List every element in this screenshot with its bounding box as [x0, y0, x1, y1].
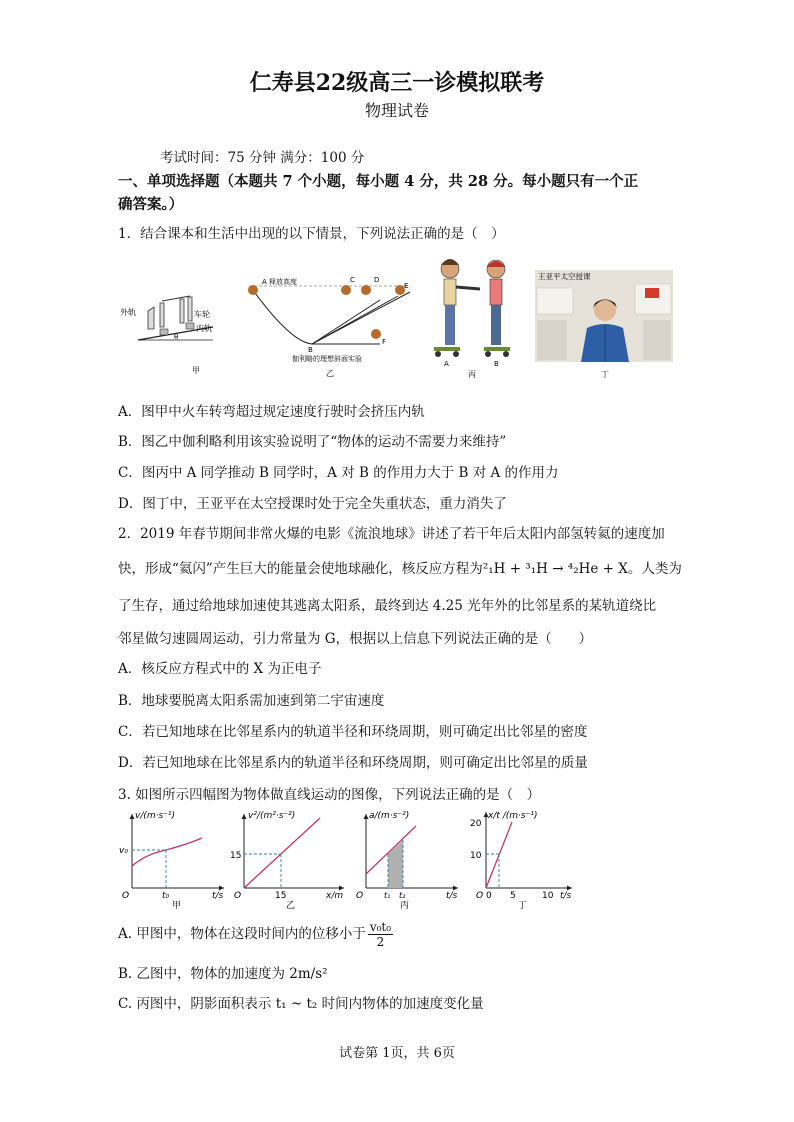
q3-option-a-text: A. 甲图中，物体在这段时间内的位移小于: [118, 926, 366, 942]
q1-option-d: D．图丁中，王亚平在太空授课时处于完全失重状态，重力消失了: [118, 496, 507, 512]
graph-bing-origin: O: [356, 891, 364, 901]
exam-info: 考试时间：75 分钟 满分：100 分: [160, 150, 365, 166]
ding-photo-label: 王亚平太空授课: [538, 272, 591, 281]
q1-figure-jia: [118, 285, 218, 375]
q1-option-a: A．图甲中火车转弯超过规定速度行驶时会挤压内轨: [118, 404, 425, 420]
point-e-label: E: [404, 282, 409, 290]
graph-ding-origin: O: [476, 891, 484, 901]
q1-figure-bing: [428, 255, 523, 380]
page-footer: 试卷第 1页，共 6页: [339, 1046, 455, 1061]
graph-jia-v0: v₀: [119, 846, 128, 856]
graph-jia-t0: t₀: [162, 891, 170, 901]
graph-bing-xlabel: t/s: [446, 891, 458, 901]
graph-yi-origin: O: [234, 891, 242, 901]
q3-stem: 3. 如图所示四幅图为物体做直线运动的图像，下列说法正确的是（ ）: [118, 787, 541, 803]
graph-yi-ylabel: v²/(m²·s⁻²): [248, 811, 296, 821]
q3-option-b: B. 乙图中，物体的加速度为 2m/s²: [118, 966, 328, 982]
graph-jia-origin: O: [122, 891, 130, 901]
q2-line4: 邻星做匀速圆周运动，引力常量为 G，根据以上信息下列说法正确的是（ ）: [118, 631, 593, 647]
graph-ding-ylabel: x/t /(m·s⁻¹): [488, 811, 538, 821]
section-heading-line2: 确答案。）: [118, 196, 184, 213]
q3-graph-ding: [466, 806, 578, 911]
graph-yi-caption: 乙: [286, 901, 296, 911]
graph-ding-caption: 丁: [518, 901, 528, 911]
point-b-label: B: [308, 346, 313, 354]
theta-label: θ: [174, 333, 179, 341]
q2-option-a: A．核反应方程式中的 X 为正电子: [118, 661, 322, 677]
graph-ding-y20: 20: [470, 819, 482, 829]
q1-option-c: C．图丙中 A 同学推动 B 同学时，A 对 B 的作用力大于 B 对 A 的作用力: [118, 465, 559, 481]
point-f-label: F: [382, 338, 387, 346]
q2-line2: [118, 557, 682, 577]
q2-line2-text: 快，形成“氦闪”产生巨大的能量会使地球融化，核反应方程为: [118, 561, 483, 577]
q2-line3: 了生存，通过给地球加速使其逃离太阳系，最终到达 4.25 光年外的比邻星系的某轨道绕比: [118, 598, 657, 614]
graph-ding-y10: 10: [470, 851, 482, 861]
q1-option-b: B．图乙中伽利略利用该实验说明了“物体的运动不需要力来维持”: [118, 434, 507, 450]
graph-bing-t1: t₁: [384, 891, 391, 900]
graph-ding-x10: 10: [542, 891, 554, 901]
wheel-label: 车轮: [194, 310, 210, 319]
fig-jia-caption: 甲: [192, 366, 200, 375]
q2-option-d: D．若已知地球在比邻星系内的轨道半径和环绕周期，则可确定出比邻星的质量: [118, 755, 588, 771]
graph-yi-ytick: 15: [230, 851, 242, 861]
graph-jia-ylabel: v/(m·s⁻¹): [135, 811, 176, 821]
fig-bing-caption: 丙: [468, 370, 476, 379]
graph-ding-x0: 0: [486, 891, 492, 901]
graph-yi-xtick: 15: [275, 891, 287, 901]
fraction-numerator: v₀t₀: [369, 920, 392, 934]
q2-line2-tail: 。人类为: [627, 561, 682, 577]
graph-bing-t2: t₂: [399, 891, 406, 900]
galileo-note: 伽利略的理想斜面实验: [292, 355, 362, 363]
graph-ding-x5: 5: [510, 891, 516, 901]
exam-title: 仁寿县22级高三一诊模拟联考: [249, 70, 545, 96]
q3-graph-yi: [230, 806, 350, 911]
q3-option-c: C. 丙图中，阴影面积表示 t₁ ~ t₂ 时间内物体的加速度变化量: [118, 996, 484, 1012]
graph-bing-ylabel: a/(m·s⁻²): [369, 811, 410, 821]
q2-option-c: C．若已知地球在比邻星系内的轨道半径和环绕周期，则可确定出比邻星的密度: [118, 724, 588, 740]
q3-option-a-fraction: [368, 920, 393, 949]
graph-jia-xlabel: t/s: [212, 891, 224, 901]
exam-subtitle: 物理试卷: [364, 101, 429, 120]
student-a-label: A: [444, 360, 449, 368]
fraction-denominator: 2: [376, 935, 385, 949]
outer-rail-label: 外轨: [120, 308, 136, 317]
q1-figure-ding: [535, 270, 673, 380]
q1-figure-yi: [240, 272, 420, 377]
q2-option-b: B．地球要脱离太阳系需加速到第二宇宙速度: [118, 693, 385, 709]
q3-option-a: [118, 920, 393, 949]
fig-yi-caption: 乙: [326, 369, 334, 377]
q2-equation: ²₁H + ³₁H → ⁴₂He + X: [482, 561, 628, 577]
q3-graph-jia: [118, 806, 230, 911]
q3-graph-bing: [352, 806, 464, 911]
inner-rail-label: 内轨: [196, 324, 212, 333]
point-d-label: D: [374, 276, 380, 284]
release-label: A 释放高度: [262, 278, 298, 286]
graph-ding-xlabel: t/s: [560, 891, 572, 901]
point-c-label: C: [350, 276, 355, 284]
graph-jia-caption: 甲: [172, 901, 182, 911]
q2-line1: 2．2019 年春节期间非常火爆的电影《流浪地球》讲述了若干年后太阳内部氢转氦的速度加: [118, 526, 665, 542]
student-b-label: B: [494, 360, 499, 368]
section-heading-line1: 一、单项选择题（本题共 7 个小题，每小题 4 分，共 28 分。每小题只有一个正: [118, 173, 639, 190]
graph-yi-xlabel: x/m: [326, 891, 344, 901]
fig-ding-caption: 丁: [601, 370, 609, 379]
q1-stem: 1．结合课本和生活中出现的以下情景，下列说法正确的是（ ）: [118, 226, 505, 242]
graph-bing-caption: 丙: [400, 901, 410, 911]
